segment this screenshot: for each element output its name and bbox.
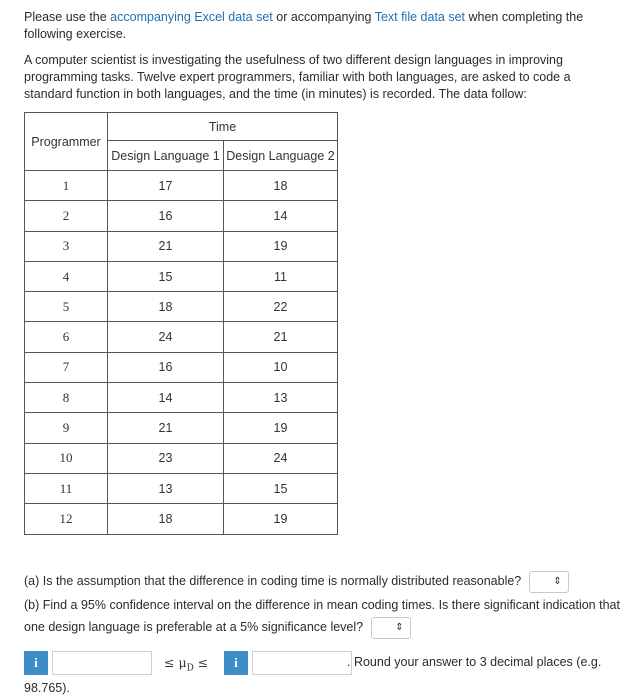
excel-data-link[interactable]: accompanying Excel data set <box>110 10 273 24</box>
lang2-cell: 21 <box>224 322 338 352</box>
lang1-cell: 18 <box>108 292 224 322</box>
lang2-cell: 22 <box>224 292 338 322</box>
ci-upper-input[interactable] <box>252 651 352 675</box>
col-header-language-1: Design Language 1 <box>108 141 224 171</box>
intro-suffix: when completing the following exercise. <box>24 10 584 41</box>
confidence-interval-row <box>24 651 624 675</box>
lang1-cell: 14 <box>108 383 224 413</box>
chevron-updown-icon: ⇕ <box>395 621 404 633</box>
lang1-cell: 18 <box>108 504 224 534</box>
table-row <box>25 473 338 503</box>
data-table <box>24 112 338 535</box>
part-b-text: (b) Find a 95% confidence interval on the difference in mean coding times. Is there significant indication that one design language is preferable at a 5% significance level? <box>24 598 620 634</box>
lang1-cell: 21 <box>108 413 224 443</box>
programmer-cell: 1 <box>25 171 108 201</box>
programmer-cell: 4 <box>25 261 108 291</box>
lang2-cell: 15 <box>224 473 338 503</box>
round-example: 98.765). <box>24 681 70 695</box>
programmer-cell: 8 <box>25 383 108 413</box>
text-file-data-link[interactable]: Text file data set <box>374 10 466 24</box>
programmer-cell: 7 <box>25 352 108 382</box>
part-a-question <box>24 570 620 593</box>
part-b-select[interactable] <box>371 617 411 639</box>
lang2-cell: 18 <box>224 171 338 201</box>
lang1-cell: 21 <box>108 231 224 261</box>
ci-mu-symbol: ≤ μ <box>164 655 187 670</box>
part-a-select[interactable] <box>529 571 569 593</box>
table-row <box>25 383 338 413</box>
programmer-cell: 3 <box>25 231 108 261</box>
col-header-language-2: Design Language 2 <box>224 141 338 171</box>
table-row <box>25 322 338 352</box>
lang1-cell: 16 <box>108 201 224 231</box>
problem-statement: A computer scientist is investigating the usefulness of two different design languages in improving programming tasks. Twelve expert programmers, familiar with both languages, are asked to code a standard function in both languages, and the time (in minutes) is recorded. The data follow: <box>24 53 571 101</box>
ci-inequality <box>164 655 208 674</box>
lang2-cell: 24 <box>224 443 338 473</box>
programmer-cell: 6 <box>25 322 108 352</box>
lang2-cell: 19 <box>224 413 338 443</box>
lang2-cell: 14 <box>224 201 338 231</box>
programmer-cell: 5 <box>25 292 108 322</box>
intro-prefix: Please use the <box>24 10 111 24</box>
round-note: . Round your answer to 3 decimal places (e.g. <box>347 655 602 669</box>
lang1-cell: 23 <box>108 443 224 473</box>
part-a-text: (a) Is the assumption that the difference in coding time is normally distributed reasonable? <box>24 574 522 588</box>
table-row <box>25 443 338 473</box>
programmer-cell: 11 <box>25 473 108 503</box>
table-row <box>25 231 338 261</box>
programmer-cell: 10 <box>25 443 108 473</box>
ci-leq-right: ≤ <box>193 655 209 670</box>
programmer-cell: 9 <box>25 413 108 443</box>
chevron-updown-icon: ⇕ <box>553 575 562 587</box>
table-row <box>25 171 338 201</box>
lang2-cell: 13 <box>224 383 338 413</box>
intro-middle: or accompanying <box>272 10 375 24</box>
table-row <box>25 504 338 534</box>
programmer-cell: 12 <box>25 504 108 534</box>
ci-lower-input[interactable] <box>52 651 152 675</box>
col-header-programmer: Programmer <box>25 113 108 171</box>
lang1-cell: 24 <box>108 322 224 352</box>
lang2-cell: 10 <box>224 352 338 382</box>
table-row <box>25 413 338 443</box>
ci-mu-subscript: D <box>186 663 194 674</box>
table-row <box>25 352 338 382</box>
lang1-cell: 13 <box>108 473 224 503</box>
lang1-cell: 16 <box>108 352 224 382</box>
lang2-cell: 19 <box>224 504 338 534</box>
table-row <box>25 261 338 291</box>
table-row <box>25 292 338 322</box>
table-row <box>25 201 338 231</box>
lang1-cell: 15 <box>108 261 224 291</box>
info-icon[interactable]: i <box>24 651 48 675</box>
lang2-cell: 11 <box>224 261 338 291</box>
lang2-cell: 19 <box>224 231 338 261</box>
intro-paragraph <box>24 9 620 43</box>
col-header-time: Time <box>108 113 338 141</box>
info-icon[interactable]: i <box>224 651 248 675</box>
lang1-cell: 17 <box>108 171 224 201</box>
part-b-question <box>24 594 620 639</box>
programmer-cell: 2 <box>25 201 108 231</box>
